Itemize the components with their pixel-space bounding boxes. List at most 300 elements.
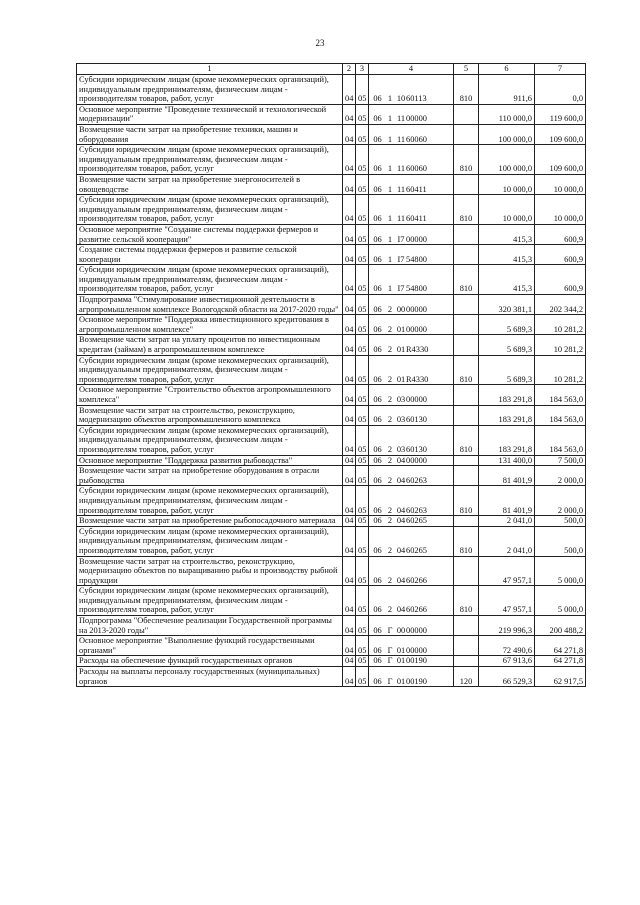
code-part: 2 [387, 605, 393, 615]
code-part: 60411 [406, 214, 427, 224]
code-part: 54800 [406, 254, 427, 264]
code-part: 01 [396, 345, 406, 355]
subsection-cell: 05 [356, 174, 369, 194]
table-row [77, 224, 586, 244]
target-article-cell [369, 75, 454, 105]
target-article-cell [369, 315, 454, 335]
expense-type-cell [454, 616, 479, 636]
code-part: 06 [373, 324, 382, 334]
code-part: 01 [396, 324, 406, 334]
expense-type-cell [454, 295, 479, 315]
code-part: 1 [387, 254, 393, 264]
amount-cell-2: 200 488,2 [535, 616, 586, 636]
expense-type-cell [454, 455, 479, 466]
amount-cell-1: 72 490,6 [479, 636, 535, 656]
code-part: R4330 [406, 374, 429, 384]
amount-cell-2: 10 281,2 [535, 335, 586, 355]
section-cell: 04 [343, 195, 356, 225]
amount-cell-1: 131 400,0 [479, 455, 535, 466]
section-cell: 04 [343, 486, 356, 516]
subsection-cell: 05 [356, 516, 369, 527]
target-article-cell [369, 245, 454, 265]
subsection-cell: 05 [356, 656, 369, 667]
row-name-cell: Создание системы поддержки фермеров и развитие сельской кооперации [77, 245, 343, 265]
row-name-cell: Субсидии юридическим лицам (кроме некоммерческих организаций), индивидуальным предпринимателям, физическим лицам - производителям товаров, работ, услуг [77, 195, 343, 225]
row-name-cell: Субсидии юридическим лицам (кроме некоммерческих организаций), индивидуальным предпринимателям, физическим лицам - производителям товаров, работ, услуг [77, 145, 343, 175]
amount-cell-1: 5 689,3 [479, 355, 535, 385]
row-name-cell: Возмещение части затрат на приобретение техники, машин и оборудования [77, 124, 343, 144]
amount-cell-2: 5 000,0 [535, 556, 586, 586]
section-cell: 04 [343, 75, 356, 105]
subsection-cell: 05 [356, 636, 369, 656]
code-part: 2 [387, 545, 393, 555]
expense-type-cell [454, 636, 479, 656]
code-part: 00000 [406, 455, 427, 465]
amount-cell-2: 62 917,5 [535, 667, 586, 687]
target-article-cell [369, 405, 454, 425]
row-name-cell: Субсидии юридическим лицам (кроме некоммерческих организаций), индивидуальным предпринимателям, физическим лицам - производителям товаров, работ, услуг [77, 425, 343, 455]
table-row [77, 586, 586, 616]
amount-cell-2: 202 344,2 [535, 295, 586, 315]
amount-cell-1: 47 957,1 [479, 586, 535, 616]
target-article-cell [369, 104, 454, 124]
code-part: 2 [387, 575, 393, 585]
expense-type-cell [454, 516, 479, 527]
row-name-cell: Возмещение части затрат на приобретение энергоносителей в овощеводстве [77, 174, 343, 194]
code-part: I7 [397, 254, 405, 264]
code-part: 04 [396, 605, 406, 615]
amount-cell-1: 67 913,6 [479, 656, 535, 667]
table-row [77, 335, 586, 355]
subsection-cell: 05 [356, 425, 369, 455]
subsection-cell: 05 [356, 245, 369, 265]
subsection-cell: 05 [356, 315, 369, 335]
code-part: 04 [396, 475, 406, 485]
code-part: 06 [373, 656, 382, 666]
target-article-cell [369, 425, 454, 455]
amount-cell-2: 10 281,2 [535, 355, 586, 385]
row-name-cell: Возмещение части затрат на приобретение рыбопосадочного материала [77, 516, 343, 527]
expense-type-cell: 810 [454, 195, 479, 225]
amount-cell-1: 415,3 [479, 265, 535, 295]
section-cell: 04 [343, 385, 356, 405]
amount-cell-1: 320 381,1 [479, 295, 535, 315]
row-name-cell: Субсидии юридическим лицам (кроме некоммерческих организаций), индивидуальным предпринимателям, физическим лицам - производителям товаров, работ, услуг [77, 526, 343, 556]
code-part: 04 [396, 575, 406, 585]
row-name-cell: Расходы на выплаты персоналу государственных (муниципальных) органов [77, 667, 343, 687]
subsection-cell: 05 [356, 335, 369, 355]
expense-type-cell: 810 [454, 586, 479, 616]
code-part: 2 [387, 395, 393, 404]
amount-cell-1: 5 689,3 [479, 315, 535, 335]
row-name-cell: Субсидии юридическим лицам (кроме некоммерческих организаций), индивидуальным предпринимателям, физическим лицам - производителям товаров, работ, услуг [77, 586, 343, 616]
subsection-cell: 05 [356, 466, 369, 486]
subsection-cell: 05 [356, 667, 369, 687]
column-header: 5 [454, 64, 479, 75]
code-part: 06 [373, 94, 382, 104]
amount-cell-2: 184 563,0 [535, 405, 586, 425]
code-part: 2 [387, 444, 393, 454]
section-cell: 04 [343, 425, 356, 455]
code-part: 1 [387, 214, 393, 224]
target-article-cell [369, 355, 454, 385]
row-name-cell: Расходы на обеспечение функций государственных органов [77, 656, 343, 667]
table-row [77, 195, 586, 225]
code-part: 2 [387, 304, 393, 314]
code-part: 06 [373, 254, 382, 264]
amount-cell-2: 0,0 [535, 75, 586, 105]
code-part: 06 [373, 234, 382, 244]
expense-type-cell: 120 [454, 667, 479, 687]
amount-cell-1: 183 291,8 [479, 405, 535, 425]
code-part: 1 [387, 234, 393, 244]
code-part: 00000 [406, 304, 427, 314]
target-article-cell [369, 174, 454, 194]
amount-cell-1: 100 000,0 [479, 124, 535, 144]
code-part: 11 [396, 134, 406, 144]
code-part: 2 [387, 516, 393, 526]
row-name-cell: Подпрограмма "Стимулирование инвестиционной деятельности в агропромышленном комплексе Вологодской области на 2017-2020 годы" [77, 295, 343, 315]
row-name-cell: Субсидии юридическим лицам (кроме некоммерческих организаций), индивидуальным предпринимателям, физическим лицам - производителям товаров, работ, услуг [77, 355, 343, 385]
subsection-cell: 05 [356, 385, 369, 405]
section-cell: 04 [343, 556, 356, 586]
expense-type-cell: 810 [454, 355, 479, 385]
section-cell: 04 [343, 405, 356, 425]
code-part: Г [387, 676, 393, 686]
target-article-cell [369, 486, 454, 516]
column-header: 1 [77, 64, 343, 75]
code-part: 11 [396, 184, 406, 194]
subsection-cell: 05 [356, 355, 369, 385]
table-row [77, 667, 586, 687]
amount-cell-2: 64 271,8 [535, 656, 586, 667]
amount-cell-1: 183 291,8 [479, 385, 535, 405]
code-part: 03 [396, 395, 406, 404]
subsection-cell: 05 [356, 265, 369, 295]
amount-cell-2: 2 000,0 [535, 486, 586, 516]
code-part: 00000 [406, 625, 427, 635]
code-part: 04 [396, 455, 406, 465]
code-part: 11 [396, 164, 406, 174]
subsection-cell: 05 [356, 195, 369, 225]
section-cell: 04 [343, 245, 356, 265]
expense-type-cell [454, 315, 479, 335]
code-part: 60265 [406, 545, 427, 555]
expense-type-cell [454, 656, 479, 667]
subsection-cell: 05 [356, 586, 369, 616]
amount-cell-2: 109 600,0 [535, 124, 586, 144]
amount-cell-1: 911,6 [479, 75, 535, 105]
code-part: 06 [373, 444, 382, 454]
expense-type-cell [454, 385, 479, 405]
amount-cell-2: 7 500,0 [535, 455, 586, 466]
code-part: I7 [397, 284, 405, 294]
code-part: 00000 [406, 114, 427, 124]
code-part: 60060 [406, 134, 427, 144]
target-article-cell [369, 636, 454, 656]
code-part: 60113 [406, 94, 427, 104]
amount-cell-2: 109 600,0 [535, 145, 586, 175]
expense-type-cell [454, 245, 479, 265]
amount-cell-2: 600,9 [535, 245, 586, 265]
budget-table [76, 63, 586, 687]
code-part: R4330 [406, 345, 429, 355]
code-part: 2 [387, 324, 393, 334]
table-row [77, 75, 586, 105]
code-part: 06 [373, 114, 382, 124]
code-part: 60266 [406, 605, 427, 615]
table-row [77, 145, 586, 175]
section-cell: 04 [343, 516, 356, 527]
row-name-cell: Подпрограмма "Обеспечение реализации Государственной программы на 2013-2020 годы" [77, 616, 343, 636]
section-cell: 04 [343, 295, 356, 315]
amount-cell-1: 2 041,0 [479, 516, 535, 527]
code-part: 11 [396, 214, 406, 224]
expense-type-cell [454, 335, 479, 355]
subsection-cell: 05 [356, 75, 369, 105]
amount-cell-2: 5 000,0 [535, 586, 586, 616]
code-part: 06 [373, 475, 382, 485]
code-part: 60263 [406, 505, 427, 515]
amount-cell-1: 81 401,9 [479, 466, 535, 486]
section-cell: 04 [343, 616, 356, 636]
column-header: 3 [356, 64, 369, 75]
amount-cell-1: 10 000,0 [479, 195, 535, 225]
amount-cell-2: 500,0 [535, 526, 586, 556]
code-part: 1 [387, 284, 393, 294]
target-article-cell [369, 145, 454, 175]
section-cell: 04 [343, 315, 356, 335]
column-header: 4 [369, 64, 454, 75]
code-part: 06 [373, 625, 382, 635]
subsection-cell: 05 [356, 616, 369, 636]
table-row [77, 385, 586, 405]
code-part: 06 [373, 134, 382, 144]
target-article-cell [369, 195, 454, 225]
target-article-cell [369, 224, 454, 244]
code-part: 06 [373, 415, 382, 425]
code-part: 06 [373, 214, 382, 224]
table-row [77, 466, 586, 486]
expense-type-cell [454, 174, 479, 194]
amount-cell-1: 110 000,0 [479, 104, 535, 124]
code-part: 06 [373, 184, 382, 194]
amount-cell-1: 81 401,9 [479, 486, 535, 516]
table-row [77, 526, 586, 556]
row-name-cell: Субсидии юридическим лицам (кроме некоммерческих организаций), индивидуальным предпринимателям, физическим лицам - производителям товаров, работ, услуг [77, 75, 343, 105]
amount-cell-2: 184 563,0 [535, 385, 586, 405]
code-part: 2 [387, 505, 393, 515]
amount-cell-2: 600,9 [535, 224, 586, 244]
target-article-cell [369, 466, 454, 486]
row-name-cell: Возмещение части затрат на строительство, реконструкцию, модернизацию объектов по выращиванию рыбы и производству рыбной продукции [77, 556, 343, 586]
row-name-cell: Субсидии юридическим лицам (кроме некоммерческих организаций), индивидуальным предпринимателям, физическим лицам - производителям товаров, работ, услуг [77, 486, 343, 516]
subsection-cell: 05 [356, 455, 369, 466]
expense-type-cell [454, 556, 479, 586]
row-name-cell: Возмещение части затрат на уплату процентов по инвестиционным кредитам (займам) в агропромышленном комплексе [77, 335, 343, 355]
target-article-cell [369, 335, 454, 355]
target-article-cell [369, 455, 454, 466]
target-article-cell [369, 667, 454, 687]
code-part: 03 [396, 444, 406, 454]
code-part: Г [387, 645, 393, 655]
target-article-cell [369, 265, 454, 295]
subsection-cell: 05 [356, 526, 369, 556]
table-row [77, 405, 586, 425]
table-row [77, 174, 586, 194]
table-row [77, 124, 586, 144]
section-cell: 04 [343, 656, 356, 667]
code-part: 06 [373, 516, 382, 526]
section-cell: 04 [343, 104, 356, 124]
amount-cell-1: 66 529,3 [479, 667, 535, 687]
row-name-cell: Основное мероприятие "Строительство объектов агропромышленного комплекса" [77, 385, 343, 405]
expense-type-cell: 810 [454, 265, 479, 295]
code-part: 11 [396, 114, 406, 124]
target-article-cell [369, 385, 454, 405]
code-part: 1 [387, 184, 393, 194]
table-row [77, 425, 586, 455]
code-part: 06 [373, 645, 382, 655]
code-part: 60130 [406, 415, 427, 425]
table-row [77, 265, 586, 295]
code-part: 1 [387, 134, 393, 144]
amount-cell-2: 10 000,0 [535, 195, 586, 225]
amount-cell-2: 600,9 [535, 265, 586, 295]
code-part: 06 [373, 164, 382, 174]
code-part: 06 [373, 575, 382, 585]
code-part: 54800 [406, 284, 427, 294]
section-cell: 04 [343, 667, 356, 687]
amount-cell-2: 119 600,0 [535, 104, 586, 124]
code-part: 2 [387, 415, 393, 425]
section-cell: 04 [343, 455, 356, 466]
code-part: 06 [373, 676, 382, 686]
expense-type-cell [454, 466, 479, 486]
column-header: 2 [343, 64, 356, 75]
amount-cell-2: 10 000,0 [535, 174, 586, 194]
code-part: 00000 [406, 645, 427, 655]
amount-cell-1: 183 291,8 [479, 425, 535, 455]
section-cell: 04 [343, 355, 356, 385]
section-cell: 04 [343, 265, 356, 295]
row-name-cell: Основное мероприятие "Поддержка инвестиционного кредитования в агропромышленном комплексе" [77, 315, 343, 335]
code-part: Г [387, 656, 393, 666]
code-part: 01 [396, 645, 406, 655]
expense-type-cell: 810 [454, 75, 479, 105]
expense-type-cell [454, 405, 479, 425]
table-row [77, 556, 586, 586]
section-cell: 04 [343, 335, 356, 355]
code-part: 01 [396, 656, 406, 666]
table-row [77, 636, 586, 656]
target-article-cell [369, 556, 454, 586]
expense-type-cell [454, 104, 479, 124]
code-part: 00 [396, 625, 406, 635]
table-row [77, 455, 586, 466]
section-cell: 04 [343, 145, 356, 175]
code-part: 60130 [406, 444, 427, 454]
code-part: 06 [373, 505, 382, 515]
table-row [77, 315, 586, 335]
table-row [77, 516, 586, 527]
code-part: 1 [387, 94, 393, 104]
code-part: 01 [396, 676, 406, 686]
amount-cell-1: 2 041,0 [479, 526, 535, 556]
row-name-cell: Субсидии юридическим лицам (кроме некоммерческих организаций), индивидуальным предпринимателям, физическим лицам - производителям товаров, работ, услуг [77, 265, 343, 295]
code-part: 03 [396, 415, 406, 425]
column-header: 6 [479, 64, 535, 75]
code-part: 06 [373, 284, 382, 294]
code-part: 2 [387, 345, 393, 355]
target-article-cell [369, 586, 454, 616]
target-article-cell [369, 656, 454, 667]
code-part: 06 [373, 455, 382, 465]
code-part: 01 [396, 374, 406, 384]
table-row [77, 245, 586, 265]
code-part: 1 [387, 114, 393, 124]
code-part: 2 [387, 475, 393, 485]
amount-cell-2: 500,0 [535, 516, 586, 527]
section-cell: 04 [343, 124, 356, 144]
row-name-cell: Основное мероприятие "Проведение технической и технологической модернизации" [77, 104, 343, 124]
amount-cell-2: 10 281,2 [535, 315, 586, 335]
section-cell: 04 [343, 636, 356, 656]
section-cell: 04 [343, 466, 356, 486]
amount-cell-1: 415,3 [479, 245, 535, 265]
row-name-cell: Основное мероприятие "Выполнение функций государственными органами" [77, 636, 343, 656]
code-part: 60411 [406, 184, 427, 194]
target-article-cell [369, 526, 454, 556]
section-cell: 04 [343, 224, 356, 244]
amount-cell-2: 64 271,8 [535, 636, 586, 656]
target-article-cell [369, 516, 454, 527]
row-name-cell: Возмещение части затрат на приобретение оборудования в отрасли рыбоводства [77, 466, 343, 486]
target-article-cell [369, 124, 454, 144]
column-header: 7 [535, 64, 586, 75]
target-article-cell [369, 616, 454, 636]
section-cell: 04 [343, 526, 356, 556]
subsection-cell: 05 [356, 405, 369, 425]
row-name-cell: Основное мероприятие "Поддержка развития рыбоводства" [77, 455, 343, 466]
amount-cell-1: 219 996,3 [479, 616, 535, 636]
expense-type-cell: 810 [454, 145, 479, 175]
table-row [77, 295, 586, 315]
amount-cell-2: 184 563,0 [535, 425, 586, 455]
amount-cell-1: 415,3 [479, 224, 535, 244]
row-name-cell: Возмещение части затрат на строительство, реконструкцию, модернизацию объектов агропромышленного комплекса [77, 405, 343, 425]
amount-cell-1: 47 957,1 [479, 556, 535, 586]
code-part: 06 [373, 345, 382, 355]
code-part: 00000 [406, 234, 427, 244]
subsection-cell: 05 [356, 556, 369, 586]
amount-cell-1: 10 000,0 [479, 174, 535, 194]
code-part: 60060 [406, 164, 427, 174]
expense-type-cell: 810 [454, 486, 479, 516]
section-cell: 04 [343, 586, 356, 616]
code-part: 10 [396, 94, 406, 104]
page-number: 23 [315, 38, 325, 48]
subsection-cell: 05 [356, 486, 369, 516]
code-part: 06 [373, 545, 382, 555]
code-part: 06 [373, 395, 382, 404]
table-row [77, 355, 586, 385]
code-part: 06 [373, 374, 382, 384]
expense-type-cell: 810 [454, 425, 479, 455]
expense-type-cell: 810 [454, 526, 479, 556]
table-row [77, 104, 586, 124]
table-row [77, 486, 586, 516]
